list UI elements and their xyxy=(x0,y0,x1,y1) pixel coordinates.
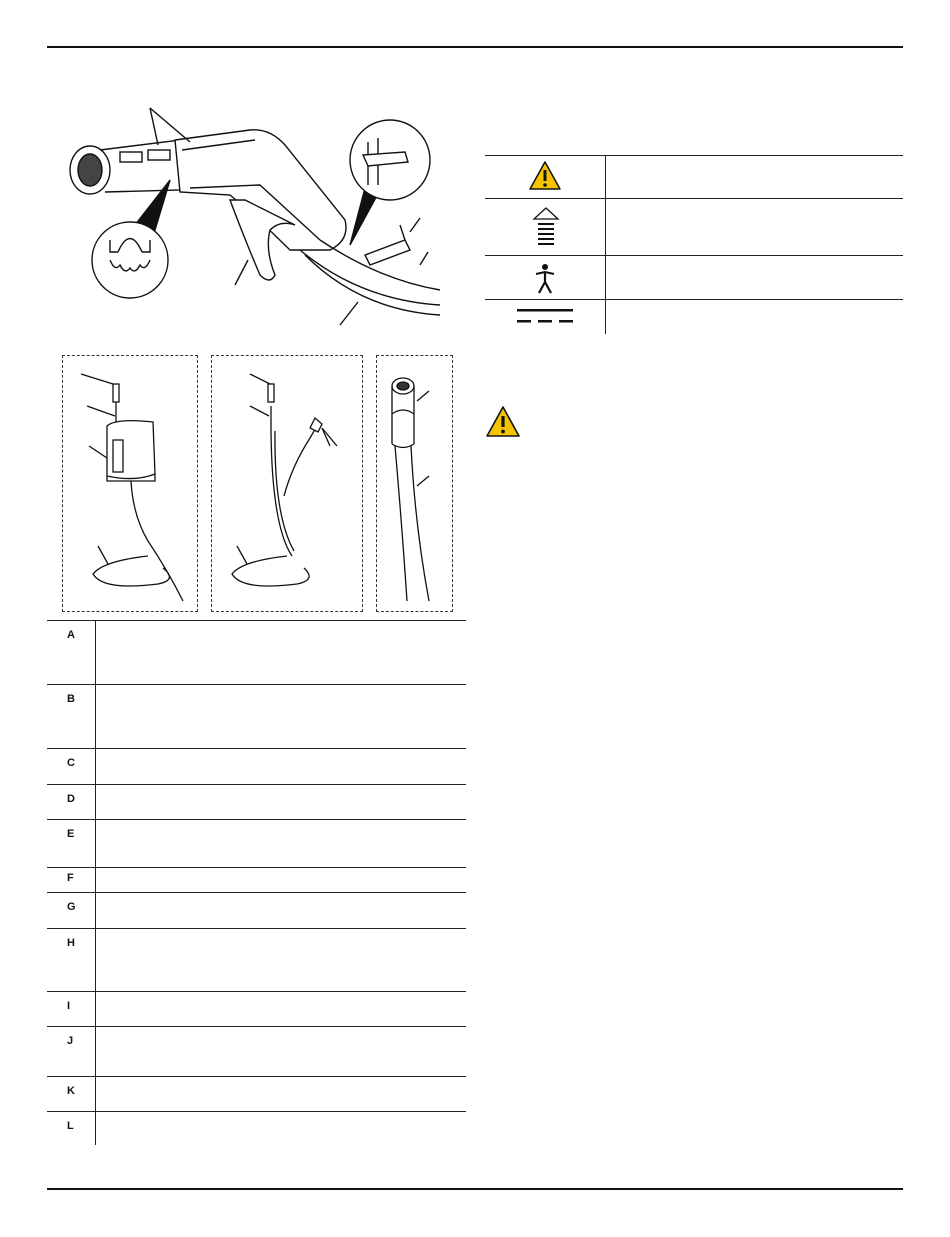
legend-row xyxy=(47,928,466,991)
symbol-row xyxy=(485,255,903,299)
warning-triangle-icon xyxy=(485,405,521,439)
symbol-row xyxy=(485,299,903,334)
legend-letter: C xyxy=(67,757,75,769)
body-figure-icon xyxy=(533,263,557,295)
legend-row xyxy=(47,1076,466,1111)
legend-letter: K xyxy=(67,1085,75,1097)
accessory-box-c xyxy=(376,355,453,612)
warning-triangle-icon xyxy=(528,160,562,192)
legend-row xyxy=(47,991,466,1026)
top-rule xyxy=(47,46,903,48)
legend-row xyxy=(47,748,466,784)
legend-letter: A xyxy=(67,629,75,641)
legend-letter: E xyxy=(67,828,75,840)
accessory-box-b xyxy=(211,355,363,612)
legend-letter: H xyxy=(67,937,75,949)
legend-letter: G xyxy=(67,901,76,913)
legend-row xyxy=(47,1111,466,1145)
legend-letter: F xyxy=(67,872,74,884)
legend-letter: D xyxy=(67,793,75,805)
legend-letter: J xyxy=(67,1035,74,1047)
handpiece-illustration xyxy=(60,100,450,330)
symbol-row xyxy=(485,198,903,255)
legend-letter: B xyxy=(67,693,75,705)
legend-row xyxy=(47,1026,466,1076)
legend-row xyxy=(47,620,466,684)
legend-row xyxy=(47,684,466,748)
symbol-row xyxy=(485,155,903,198)
legend-row xyxy=(47,819,466,867)
direct-current-icon xyxy=(517,308,573,324)
legend-letter: L xyxy=(67,1120,74,1132)
bottom-rule xyxy=(47,1188,903,1190)
legend-row xyxy=(47,867,466,892)
legend-letter: I xyxy=(67,1000,71,1012)
stacked-arrow-icon xyxy=(532,205,560,249)
legend-row xyxy=(47,784,466,819)
legend-row xyxy=(47,892,466,928)
accessory-box-a xyxy=(62,355,198,612)
